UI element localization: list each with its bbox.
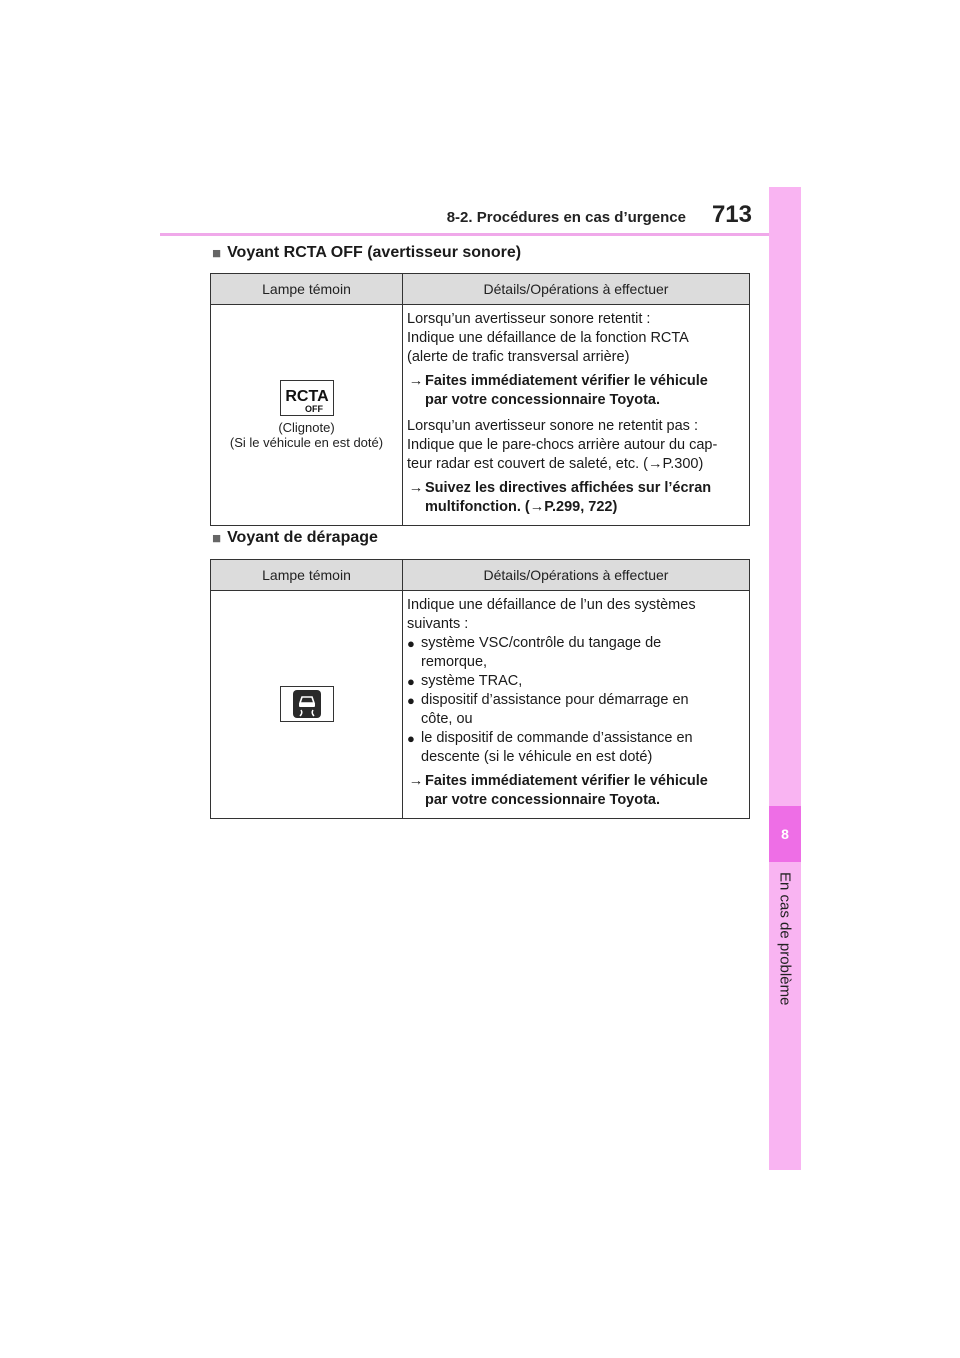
detail-line: teur radar est couvert de saleté, etc. (→P.300) [407,456,704,472]
col-header-details: Détails/Opérations à effectuer [403,274,750,305]
table-row [211,591,750,819]
list-item [407,634,745,672]
list-item [407,729,745,767]
bullet-icon: ● [407,636,415,651]
page-number: 713 [711,201,752,228]
list-item [407,672,745,691]
header-rule [160,233,769,236]
list-item-line: descente (si le véhicule en est doté) [421,749,653,765]
section-title-rcta [212,244,521,262]
bullet-icon: ● [407,674,415,689]
action-line: par votre concessionnaire Toyota. [425,392,661,408]
list-item-line: remorque, [421,654,488,670]
section-title-text: Voyant RCTA OFF (avertisseur sonore) [227,244,522,261]
list-item-line: côte, ou [421,711,473,727]
square-bullet-icon: ■ [212,244,222,262]
details-cell [403,591,750,819]
table-header-row [211,274,750,305]
chapter-number-badge: 8 [769,806,801,862]
details-cell [403,305,750,526]
bullet-icon: ● [407,693,415,708]
action-item [407,372,745,410]
off-icon-text: OFF [304,404,323,414]
slip-indicator-icon [280,686,334,722]
lamp-note-flash: (Clignote) [278,420,335,435]
lamp-note-equipped: (Si le véhicule en est doté) [229,435,384,450]
arrow-icon: → [408,373,424,389]
detail-line: Lorsqu’un avertisseur sonore ne retentit pas : [407,418,698,434]
section-title-slip [212,529,378,547]
action-line: Faites immédiatement vérifier le véhicule [425,373,708,389]
detail-line: Indique une défaillance de l’un des systèmes [407,597,696,613]
list-item-line: le dispositif de commande d’assistance en [421,730,693,746]
table-header-row [211,560,750,591]
running-header: 8-2. Procédures en cas d’urgence [446,209,686,226]
action-line: Faites immédiatement vérifier le véhicule [425,773,708,789]
list-item-line: système VSC/contrôle du tangage de [421,635,662,651]
bullet-icon: ● [407,731,415,746]
action-item [407,479,745,517]
list-item-line: système TRAC, [421,673,523,689]
detail-line: suivants : [407,616,469,632]
table-row [211,305,750,526]
action-line: multifonction. (→P.299, 722) [425,499,618,515]
list-item-line: dispositif d’assistance pour démarrage en [421,692,689,708]
slip-table [210,559,750,819]
arrow-icon: → [408,773,424,789]
action-line: Suivez les directives affichées sur l’écran [425,480,712,496]
detail-line: (alerte de trafic transversal arrière) [407,349,630,365]
rcta-table [210,273,750,526]
rcta-off-icon-graphic [281,381,333,415]
col-header-lamp: Lampe témoin [211,274,403,305]
list-item [407,691,745,729]
slip-indicator-graphic [281,687,333,721]
arrow-icon: → [408,480,424,496]
square-bullet-icon: ■ [212,529,222,547]
section-title-text: Voyant de dérapage [227,529,378,546]
lamp-cell [211,305,403,526]
chapter-label: En cas de problème [776,872,794,1006]
action-item [407,772,745,810]
lamp-cell [211,591,403,819]
detail-line: Indique que le pare-chocs arrière autour du cap- [407,437,718,453]
rcta-icon-text: RCTA [284,388,329,405]
col-header-lamp: Lampe témoin [211,560,403,591]
detail-line: Indique une défaillance de la fonction RCTA [407,330,689,346]
action-line: par votre concessionnaire Toyota. [425,792,661,808]
col-header-details: Détails/Opérations à effectuer [403,560,750,591]
detail-line: Lorsqu’un avertisseur sonore retentit : [407,311,651,327]
rcta-off-icon [280,380,334,416]
